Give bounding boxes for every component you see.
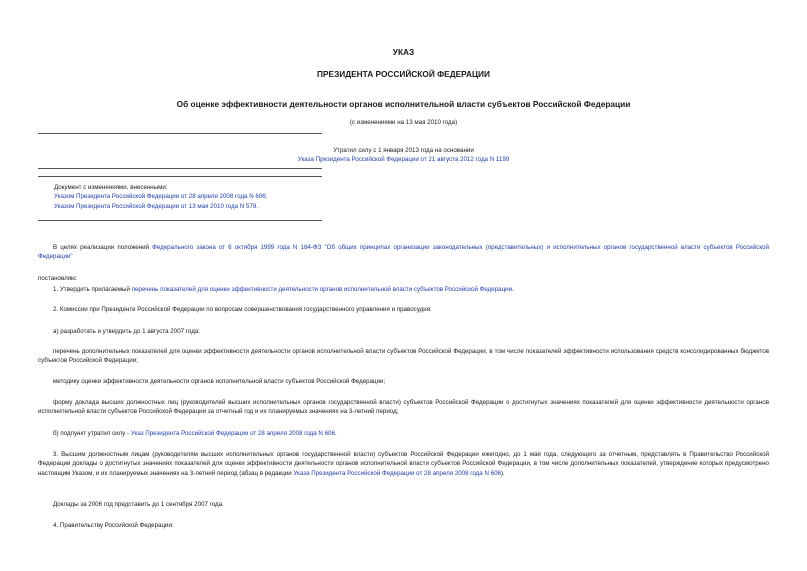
federal-law-link[interactable]: Федерального закона от 6 октября 1999 года N 184-ФЗ "Об общих принципах организации законодательных (представительных) и исполнительных органов государственной власти субъектов Российской Федерации": [38, 244, 769, 261]
paragraph-2a-item3: форму доклада высших должностных лиц (руководителей высших исполнительных органов государственной власти) субъектов Российской Федерации о достигнутых значениях показателей для оценки эффективности деятельности органов исполнительной власти субъектов Российской Федерации за отчетный год и их планируемых значениях на 3-летний период;: [38, 399, 769, 416]
divider: [38, 168, 322, 169]
doc-title: УКАЗ: [392, 47, 415, 57]
paragraph-decree: постановляю:: [38, 275, 78, 282]
decree-606-link[interactable]: Указ Президента Российской Федерации от 28 апреля 2008 года N 606: [130, 430, 335, 437]
paragraph-2b: б) подпункт утратил силу - Указ Президента Российской Федерации от 28 апреля 2008 года N 606.: [53, 430, 337, 437]
paragraph-3: 3. Высшим должностным лицам (руководителям высших исполнительных органов государственной власти) субъектов Российской Федерации ежегодно, до 1 мая года, следующего за отчетным, представлять в Правительство Российской Федерации доклады о достигнутых значениях показателей для оценки эффективности деятельности органов исполнительной власти субъектов Российской Федерации, в том числе дополнительных показателей, утверждение которых предусмотрено настоящим Указом, и их планируемых значениях на 3-летний период (абзац в редакции Указа Президента Российской Федерации от 28 апреля 2008 года N 606).: [38, 451, 769, 477]
decree-606-link[interactable]: Указа Президента Российской Федерации от 28 апреля 2008 года N 606: [293, 469, 501, 477]
paragraph-2a-item2: методику оценки эффективности деятельности органов исполнительной власти субъектов Российской Федерации;: [53, 378, 386, 385]
paragraph-intro: В целях реализации положений Федерального закона от 6 октября 1999 года N 184-ФЗ "Об общих принципах организации законодательных (представительных) и исполнительных органов государственной власти субъектов Российской Федерации": [38, 244, 769, 261]
paragraph-2: 2. Комиссии при Президенте Российской Федерации по вопросам совершенствования государственного управления и правосудия:: [53, 306, 432, 313]
change-link[interactable]: Указом Президента Российской Федерации от 28 апреля 2008 года N 606;: [54, 193, 268, 201]
paragraph-1: 1. Утвердить прилагаемый перечень показателей для оценки эффективности деятельности органов исполнительной власти субъектов Российской Федерации.: [53, 286, 514, 293]
doc-subtitle: ПРЕЗИДЕНТА РОССИЙСКОЙ ФЕДЕРАЦИИ: [317, 69, 490, 79]
divider: [38, 176, 322, 177]
amendment-note: (с изменениями на 13 мая 2010 года): [349, 119, 458, 126]
divider: [38, 133, 322, 134]
change-link[interactable]: Указом Президента Российской Федерации от 13 мая 2010 года N 579.: [54, 202, 259, 210]
paragraph-4: 4. Правительству Российской Федерации:: [53, 522, 174, 529]
doc-heading: Об оценке эффективности деятельности органов исполнительной власти субъектов Российской Федерации: [176, 99, 631, 109]
paragraph-3-reports: Доклады за 2006 год представить до 1 сентября 2007 года.: [53, 501, 224, 508]
repeal-decree-link[interactable]: Указа Президента Российской Федерации от 21 августа 2012 года N 1199: [297, 156, 510, 163]
paragraph-2a-item1: перечень дополнительных показателей для оценки эффективности деятельности органов исполнительной власти субъектов Российской Федерации, в том числе показателей эффективности использования средств консолидированных бюджетов субъектов Российской Федерации;: [38, 348, 769, 365]
repeal-note: Утратил силу с 1 января 2013 года на основании: [333, 147, 474, 154]
changes-block: [54, 183, 267, 211]
indicators-list-link[interactable]: перечень показателей для оценки эффективности деятельности органов исполнительной власти субъектов Российской Федерации: [131, 286, 513, 293]
changes-label: Документ с изменениями, внесенными:: [54, 184, 168, 191]
divider: [38, 220, 322, 221]
paragraph-2a: а) разработать и утвердить до 1 августа 2007 года:: [53, 328, 200, 335]
